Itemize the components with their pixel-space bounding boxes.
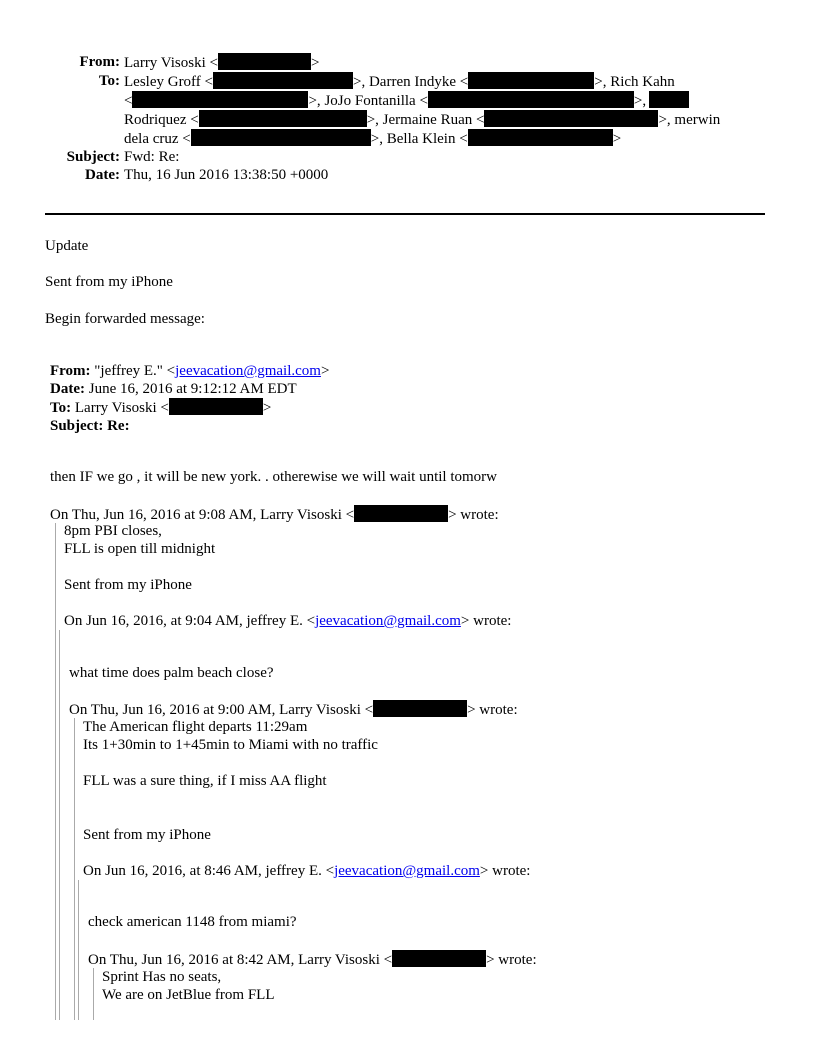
quote-3-line-1: The American flight departs 11:29am	[83, 719, 308, 735]
header-divider	[45, 213, 765, 215]
redacted-block	[392, 950, 486, 967]
redacted-block	[213, 72, 353, 89]
redacted-block	[218, 53, 311, 70]
recipient-name: JoJo Fontanilla	[324, 93, 416, 109]
body-sent-from: Sent from my iPhone	[45, 274, 173, 290]
quote-1-line-2: FLL is open till midnight	[64, 541, 216, 557]
attribution-text: On Thu, Jun 16, 2016 at 8:42 AM, Larry Visoski <	[88, 952, 393, 968]
attribution-text: > wrote:	[467, 702, 518, 718]
redacted-block	[428, 91, 634, 108]
header-date-row	[0, 166, 770, 184]
quote-1-line-1: 8pm PBI closes,	[64, 523, 162, 539]
attribution-text: On Thu, Jun 16, 2016 at 9:08 AM, Larry Visoski <	[50, 507, 355, 523]
redacted-block	[132, 91, 308, 108]
attribution-text: On Jun 16, 2016, at 9:04 AM, jeffrey E. <	[64, 613, 316, 629]
quote-4-email-link[interactable]: jeevacation@gmail.com	[334, 863, 480, 879]
redacted-block	[191, 129, 371, 146]
quote-4-attribution	[83, 862, 530, 880]
redacted-block	[649, 91, 689, 108]
redacted-block	[468, 129, 613, 146]
recipient-name: Lesley Groff	[124, 74, 201, 90]
fwd-date-label: Date:	[50, 381, 85, 397]
to-label: To:	[98, 73, 120, 89]
quote-3-attribution	[69, 700, 518, 719]
redacted-block	[373, 700, 467, 717]
redacted-block	[199, 110, 367, 127]
email-header	[0, 53, 770, 184]
fwd-from-row: From: "jeffrey E." <jeevacation@gmail.com>	[50, 363, 330, 379]
attribution-text: On Jun 16, 2016, at 8:46 AM, jeffrey E. <	[83, 863, 335, 879]
recipient-name: Bella Klein	[386, 131, 456, 147]
quote-3-sent: Sent from my iPhone	[83, 827, 211, 843]
attribution-text: > wrote:	[448, 507, 499, 523]
fwd-date-value: June 16, 2016 at 9:12:12 AM EDT	[88, 381, 297, 397]
redacted-block	[468, 72, 594, 89]
recipient-name: Rodriquez	[124, 112, 187, 128]
quote-5-attribution	[88, 950, 537, 969]
header-to-row	[0, 72, 770, 148]
fwd-to-name: Larry Visoski	[74, 400, 157, 416]
body-begin-forwarded: Begin forwarded message:	[45, 311, 205, 327]
redacted-block	[354, 505, 448, 522]
recipient-name: Rich Kahn	[610, 74, 675, 90]
quote-1-sent: Sent from my iPhone	[64, 577, 192, 593]
fwd-subject-row	[50, 417, 750, 435]
subject-value: Fwd: Re:	[124, 149, 180, 165]
fwd-from-email-link[interactable]: jeevacation@gmail.com	[175, 363, 321, 379]
forwarded-header	[50, 362, 750, 435]
quote-bar-2	[59, 630, 60, 1020]
redacted-block	[169, 398, 263, 415]
quote-2-attribution	[64, 612, 511, 630]
fwd-from-name: "jeffrey E." <	[94, 363, 176, 379]
from-name: Larry Visoski	[124, 55, 206, 71]
from-label: From:	[79, 54, 120, 70]
quote-5-line-1: Sprint Has no seats,	[102, 969, 222, 985]
quote-2-email-link[interactable]: jeevacation@gmail.com	[315, 613, 461, 629]
fwd-to-label: To:	[50, 400, 72, 416]
recipient-name: merwin	[674, 112, 721, 128]
from-value: Larry Visoski < >	[124, 55, 320, 71]
body-update: Update	[45, 238, 89, 254]
fwd-from-label: From:	[50, 363, 91, 379]
quote-2-message: what time does palm beach close?	[69, 665, 274, 681]
quote-bar-4	[78, 880, 79, 1020]
header-subject-row	[0, 148, 770, 166]
to-value: Lesley Groff < >, Darren Indyke < >, Rich Kahn < >, JoJo Fontanilla < >, Rodriquez < >, Jermaine Ruan < >, merwin dela cruz < >, Bella Klein < >	[124, 74, 721, 147]
quote-3-line-2: Its 1+30min to 1+45min to Miami with no traffic	[83, 737, 378, 753]
fwd-subject-label: Subject: Re:	[50, 418, 130, 434]
quote-5-line-2: We are on JetBlue from FLL	[102, 987, 275, 1003]
recipient-name: Jermaine Ruan	[382, 112, 473, 128]
attribution-text: > wrote:	[460, 613, 512, 629]
attribution-text: > wrote:	[486, 952, 537, 968]
fwd-to-row: To: Larry Visoski < >	[50, 400, 272, 416]
quote-bar-5	[93, 968, 94, 1020]
fwd-message: then IF we go , it will be new york. . otherewise we will wait until tomorw	[50, 469, 498, 485]
fwd-date-row	[50, 380, 750, 398]
date-label: Date:	[85, 167, 120, 183]
attribution-text: > wrote:	[479, 863, 531, 879]
quote-bar-3	[74, 718, 75, 1020]
quote-4-message: check american 1148 from miami?	[88, 914, 297, 930]
recipient-name: dela cruz	[124, 131, 179, 147]
date-value: Thu, 16 Jun 2016 13:38:50 +0000	[124, 167, 329, 183]
subject-label: Subject:	[66, 149, 120, 165]
redacted-block	[484, 110, 658, 127]
recipient-name: Darren Indyke	[368, 74, 457, 90]
quote-3-line-3: FLL was a sure thing, if I miss AA flight	[83, 773, 327, 789]
header-from-row	[0, 53, 770, 72]
quote-bar-1	[55, 523, 56, 1020]
attribution-text: On Thu, Jun 16, 2016 at 9:00 AM, Larry Visoski <	[69, 702, 374, 718]
